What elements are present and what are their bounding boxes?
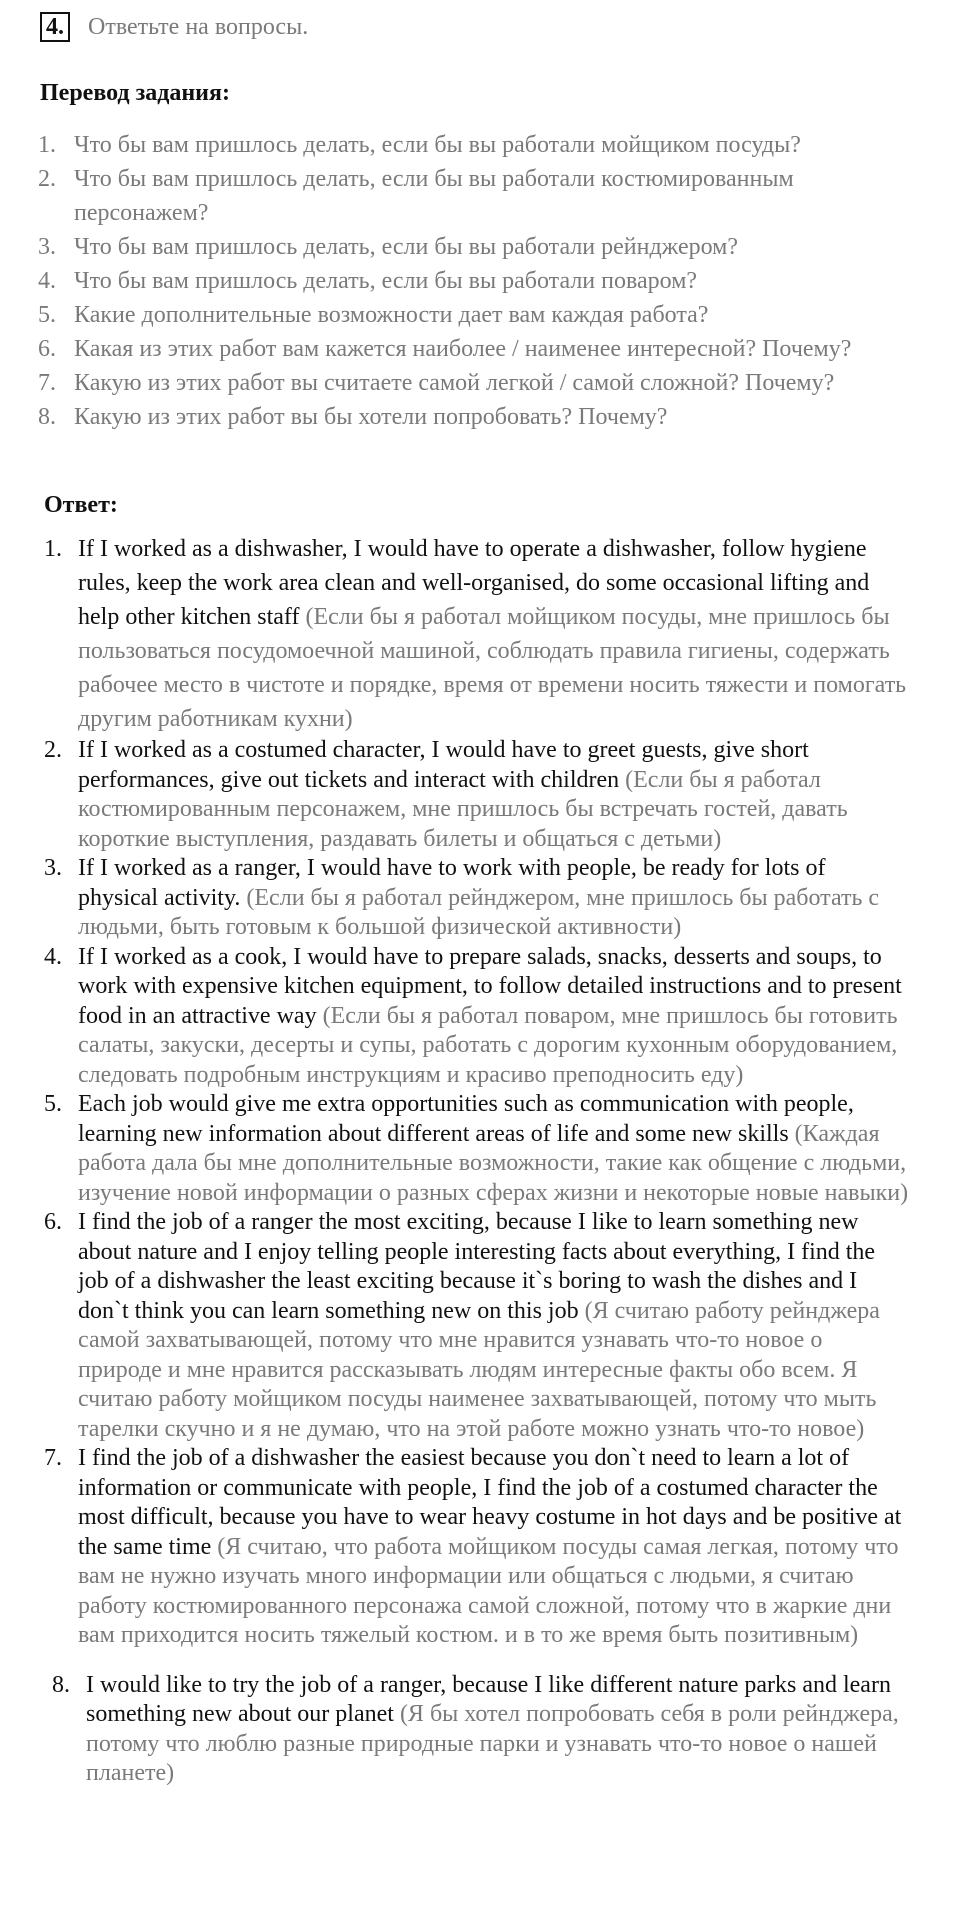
question-text: Какая из этих работ вам кажется наиболее / наименее интересной? Почему? [74,336,852,362]
translation-heading: Перевод задания: [40,80,230,106]
list-item [38,264,918,298]
answer-russian-text: (Если бы я работал рейнджером, мне пришлось бы работать с людьми, быть готовым к большой физической активности) [78,884,880,940]
answer-number: 7. [44,1445,62,1471]
list-item [44,943,910,1091]
list-item [38,400,918,434]
answer-number: 4. [44,943,62,970]
question-text: Что бы вам пришлось делать, если бы вы работали поваром? [74,268,698,294]
answer-english-text: I find the job of a ranger the most exciting, because I like to learn something new about nature and I enjoy telling people interesting facts about everything, I find the job of a dishwasher the least exciting because it`s boring to wash the dishes and I don`t think you can learn something new on this job [78,1209,876,1324]
list-item [44,736,910,854]
answer-english-text: I find the job of a dishwasher the easiest because you don`t need to learn a lot of information or communicate with people, I find the job of a costumed character the most difficult, because you have to wear heavy costume in hot days and be positive at the same time [78,1445,902,1560]
task-number-box: 4. [40,12,70,42]
answer-number: 5. [44,1091,62,1117]
task-header [40,10,308,44]
list-item [44,1444,910,1651]
question-number: 5. [38,302,56,328]
question-number: 6. [38,336,56,362]
answer-russian-text: (Я бы хотел попробовать себя в роли рейнджера, потому что люблю разные природные парки и узнавать что-то новое о нашей планете) [86,1701,899,1786]
list-item [38,128,918,162]
question-number: 7. [38,370,56,396]
question-text: Какую из этих работ вы бы хотели попробовать? Почему? [74,404,668,430]
question-number: 3. [38,234,56,260]
task-title: Ответьте на вопросы. [88,13,309,40]
answer-russian-text: (Если бы я работал костюмированным персонажем, мне пришлось бы встречать гостей, давать короткие выступления, раздавать билеты и общаться с детьми) [78,766,848,852]
answer-heading: Ответ: [44,492,118,518]
list-item [44,854,910,943]
answer-russian-text: (Я считаю работу рейнджера самой захватывающей, потому что мне нравится узнавать что-то новое о природе и мне нравится рассказывать людям интересные факты обо всем. Я считаю работу мойщиком посуды наименее захватывающей, потому что мыть тарелки скучно и я не думаю, что на этой работе можно узнать что-то новое) [78,1297,880,1442]
list-item [44,1208,910,1444]
answer-russian-text: (Если бы я работал мойщиком посуды, мне пришлось бы пользоваться посудомоечной машиной, соблюдать правила гигиены, содержать рабочее место в чистоте и порядке, время от времени носить тяжести и помогать другим работникам кухни) [78,604,907,732]
list-item [38,366,918,400]
list-item [44,1090,910,1208]
question-number: 4. [38,268,56,294]
list-item [38,298,918,332]
question-number: 1. [38,132,56,158]
answer-number: 6. [44,1209,62,1235]
answer-number: 3. [44,855,62,881]
answer-english-text: If I worked as a cook, I would have to prepare salads, snacks, desserts and soups, to work with expensive kitchen equipment, to follow detailed instructions and to present food in an attractive way [78,943,902,1029]
question-number: 2. [38,166,56,192]
answer-english-text: If I worked as a costumed character, I would have to greet guests, give short performances, give out tickets and interact with children [78,737,809,793]
answer-list [44,532,910,1789]
answer-english-text: If I worked as a ranger, I would have to work with people, be ready for lots of physical activity. [78,855,826,911]
list-item [44,532,910,736]
list-item [38,162,918,230]
answer-number: 8. [52,1671,70,1698]
question-text: Что бы вам пришлось делать, если бы вы работали мойщиком посуды? [74,132,801,158]
list-item [38,230,918,264]
question-text: Что бы вам пришлось делать, если бы вы работали рейнджером? [74,234,738,260]
list-item [38,332,918,366]
answer-russian-text: (Если бы я работал поваром, мне пришлось бы готовить салаты, закуски, десерты и супы, работать с дорогим кухонным оборудованием, следовать подробным инструкциям и красиво преподносить еду) [78,1002,898,1088]
answer-english-text: I would like to try the job of a ranger, because I like different nature parks and learn something new about our planet [86,1671,891,1727]
question-text: Какие дополнительные возможности дает вам каждая работа? [74,302,709,328]
question-number: 8. [38,404,56,430]
answer-russian-text: (Каждая работа дала бы мне дополнительные возможности, такие как общение с людьми, изучение новой информации о разных сферах жизни и некоторые новые навыки) [78,1120,909,1206]
answer-english-text: If I worked as a dishwasher, I would have to operate a dishwasher, follow hygiene rules, keep the work area clean and well-organised, do some occasional lifting and help other kitchen staff [78,536,870,630]
answer-english-text: Each job would give me extra opportunities such as communication with people, learning new information about different areas of life and some new skills [78,1091,854,1147]
answer-russian-text: (Я считаю, что работа мойщиком посуды самая легкая, потому что вам не нужно изучать много информации или общаться с людьми, я считаю работу костюмированного персонажа самой сложной, потому что в жаркие дни вам приходится носить тяжелый костюм. и в то же время быть позитивным) [78,1533,899,1648]
list-item [44,1671,910,1789]
answer-number: 2. [44,737,62,763]
question-text: Какую из этих работ вы считаете самой легкой / самой сложной? Почему? [74,370,835,396]
answer-number: 1. [44,536,62,562]
translation-question-list [38,128,918,434]
question-text: Что бы вам пришлось делать, если бы вы работали костюмированным персонажем? [74,166,794,226]
